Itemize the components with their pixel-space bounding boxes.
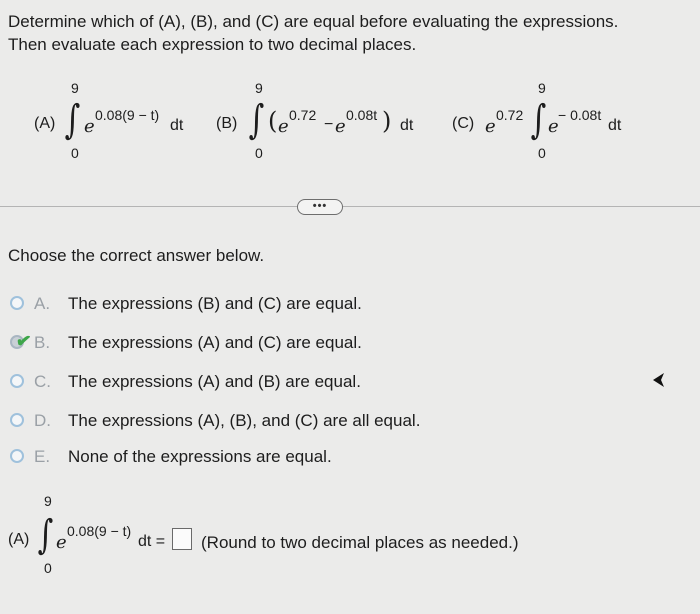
- round-hint: (Round to two decimal places as needed.): [201, 533, 519, 552]
- expression-c-label: (C): [452, 115, 475, 132]
- answer-upper-limit: 9: [44, 493, 52, 509]
- expression-a-base: e: [84, 116, 95, 137]
- answer-base: e: [56, 532, 67, 553]
- expression-a-label: (A): [34, 115, 56, 132]
- option-text: The expressions (B) and (C) are equal.: [68, 294, 362, 313]
- integral-sign-icon: ∫: [37, 512, 54, 558]
- integral-sign-icon: ∫: [64, 97, 81, 143]
- expression-a-lower-limit: 0: [71, 145, 79, 161]
- option-letter: C.: [34, 372, 51, 391]
- expression-c-coef-exponent: 0.72: [496, 107, 524, 123]
- option-text: None of the expressions are equal.: [68, 447, 332, 466]
- expression-c-dt: dt: [608, 117, 622, 134]
- expression-b-dt: dt: [400, 117, 414, 134]
- integral-sign-icon: ∫: [248, 97, 265, 143]
- answer-exponent: 0.08(9 − t): [67, 523, 132, 539]
- expression-c-upper-limit: 9: [538, 80, 546, 96]
- answer-input[interactable]: [172, 528, 192, 550]
- radio-icon[interactable]: [10, 449, 24, 463]
- option-text: The expressions (A) and (C) are equal.: [68, 333, 362, 352]
- expression-b-exponent-2: 0.08t: [346, 107, 378, 123]
- option-c[interactable]: [10, 370, 610, 394]
- expression-b-base-1: e: [278, 116, 289, 137]
- radio-icon[interactable]: [10, 296, 24, 310]
- option-d[interactable]: [10, 409, 610, 433]
- option-e[interactable]: [10, 445, 610, 469]
- radio-icon[interactable]: [10, 413, 24, 427]
- answer-label: (A): [8, 531, 30, 548]
- question-line-1: Determine which of (A), (B), and (C) are equal before evaluating the expressions.: [8, 12, 619, 31]
- expression-b-open-paren: (: [268, 107, 278, 135]
- question-line-2: Then evaluate each expression to two decimal places.: [8, 35, 417, 54]
- option-letter: B.: [34, 333, 51, 352]
- mouse-cursor-icon: [652, 372, 666, 388]
- option-a[interactable]: [10, 292, 610, 316]
- option-b[interactable]: [10, 331, 610, 355]
- expression-b-base-2: e: [335, 116, 346, 137]
- expression-b-exponent-1: 0.72: [289, 107, 317, 123]
- expression-b-lower-limit: 0: [255, 145, 263, 161]
- checkmark-icon: ✔: [14, 330, 33, 352]
- expression-c-exponent: − 0.08t: [558, 107, 602, 123]
- option-letter: D.: [34, 411, 51, 430]
- expression-a-upper-limit: 9: [71, 80, 79, 96]
- expression-c-lower-limit: 0: [538, 145, 546, 161]
- option-letter: A.: [34, 294, 51, 313]
- expression-a-dt: dt: [170, 117, 184, 134]
- option-text: The expressions (A) and (B) are equal.: [68, 372, 361, 391]
- section-divider: [0, 206, 700, 207]
- expression-b-label: (B): [216, 115, 238, 132]
- expression-c-base: e: [548, 116, 559, 137]
- expression-b-upper-limit: 9: [255, 80, 263, 96]
- choose-prompt: Choose the correct answer below.: [8, 246, 265, 265]
- option-text: The expressions (A), (B), and (C) are all equal.: [68, 411, 421, 430]
- question-text: [8, 10, 692, 56]
- radio-icon[interactable]: [10, 374, 24, 388]
- option-letter: E.: [34, 447, 51, 466]
- expression-b-close-paren: ): [382, 107, 392, 135]
- integral-sign-icon: ∫: [530, 97, 547, 143]
- more-button[interactable]: •••: [297, 199, 343, 215]
- expression-b-minus: −: [324, 116, 334, 133]
- answer-lower-limit: 0: [44, 560, 52, 576]
- expression-c-coef-base: e: [485, 116, 496, 137]
- answer-dt-equals: dt =: [138, 533, 166, 550]
- expression-a-exponent: 0.08(9 − t): [95, 107, 160, 123]
